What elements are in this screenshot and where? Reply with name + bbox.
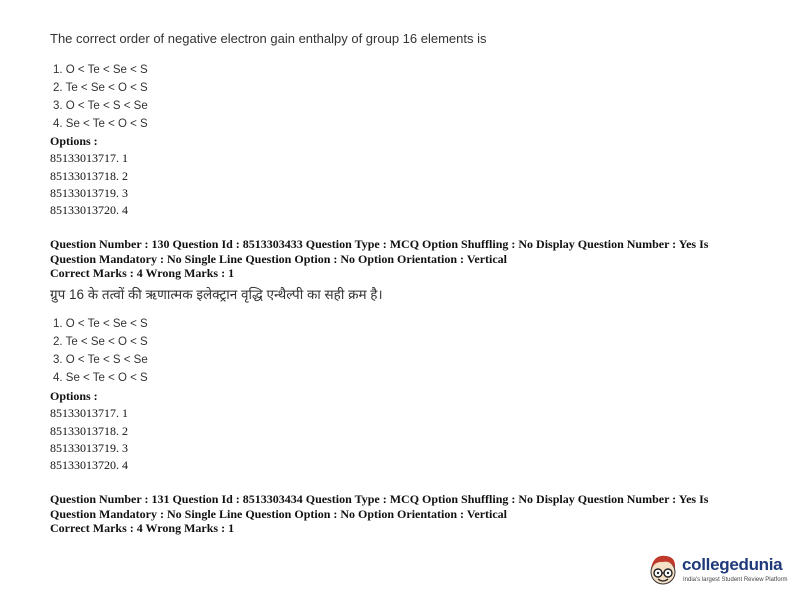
options-label: Options : xyxy=(50,389,98,403)
options-block xyxy=(50,388,128,474)
marks-line: Correct Marks : 4 Wrong Marks : 1 xyxy=(50,521,235,536)
option-id-row: 85133013718. 2 xyxy=(50,168,128,183)
option-id-row: 85133013719. 3 xyxy=(50,440,128,455)
question-meta-line: Question Mandatory : No Single Line Question Option : No Option Orientation : Vertical xyxy=(50,506,508,521)
options-block xyxy=(50,133,128,219)
option-id-row: 85133013719. 3 xyxy=(50,185,128,200)
option-id-row: 85133013720. 4 xyxy=(50,203,128,218)
collegedunia-logo xyxy=(646,546,786,592)
option-id-row: 85133013717. 1 xyxy=(50,151,128,166)
option-id-row: 85133013717. 1 xyxy=(50,406,128,421)
answer-choice-2: 2. Te < Se < O < S xyxy=(53,82,148,94)
answer-choice-2: 2. Te < Se < O < S xyxy=(53,336,148,348)
answer-choice-1: 1. O < Te < Se < S xyxy=(53,64,148,76)
answer-choice-4: 4. Se < Te < O < S xyxy=(53,118,148,130)
question-meta-line: Question Number : 130 Question Id : 8513303433 Question Type : MCQ Option Shuffling : No Display Question Number : Yes Is xyxy=(50,237,709,251)
question-meta-line: Question Mandatory : No Single Line Question Option : No Option Orientation : Vertical xyxy=(50,251,508,266)
question-meta-line: Question Number : 131 Question Id : 8513303434 Question Type : MCQ Option Shuffling : No Display Question Number : Yes Is xyxy=(50,492,709,506)
question-meta xyxy=(50,237,750,281)
question-text: The correct order of negative electron gain enthalpy of group 16 elements is xyxy=(50,31,487,46)
option-id-row: 85133013718. 2 xyxy=(50,423,128,438)
brand-name: collegedunia xyxy=(682,555,783,574)
brand-tagline: India's largest Student Review Platform xyxy=(683,577,788,583)
answer-choice-3: 3. O < Te < S < Se xyxy=(53,354,148,366)
answer-choice-4: 4. Se < Te < O < S xyxy=(53,372,148,384)
option-id-row: 85133013720. 4 xyxy=(50,458,128,473)
options-label: Options : xyxy=(50,134,98,148)
marks-line: Correct Marks : 4 Wrong Marks : 1 xyxy=(50,266,235,281)
answer-choice-1: 1. O < Te < Se < S xyxy=(53,318,148,330)
answer-choice-3: 3. O < Te < S < Se xyxy=(53,100,148,112)
question-meta xyxy=(50,492,750,536)
question-text-hindi: ग्रुप 16 के तत्वों की ऋणात्मक इलेक्ट्रान वृद्धि एन्थैल्पी का सही क्रम है। xyxy=(50,287,383,302)
